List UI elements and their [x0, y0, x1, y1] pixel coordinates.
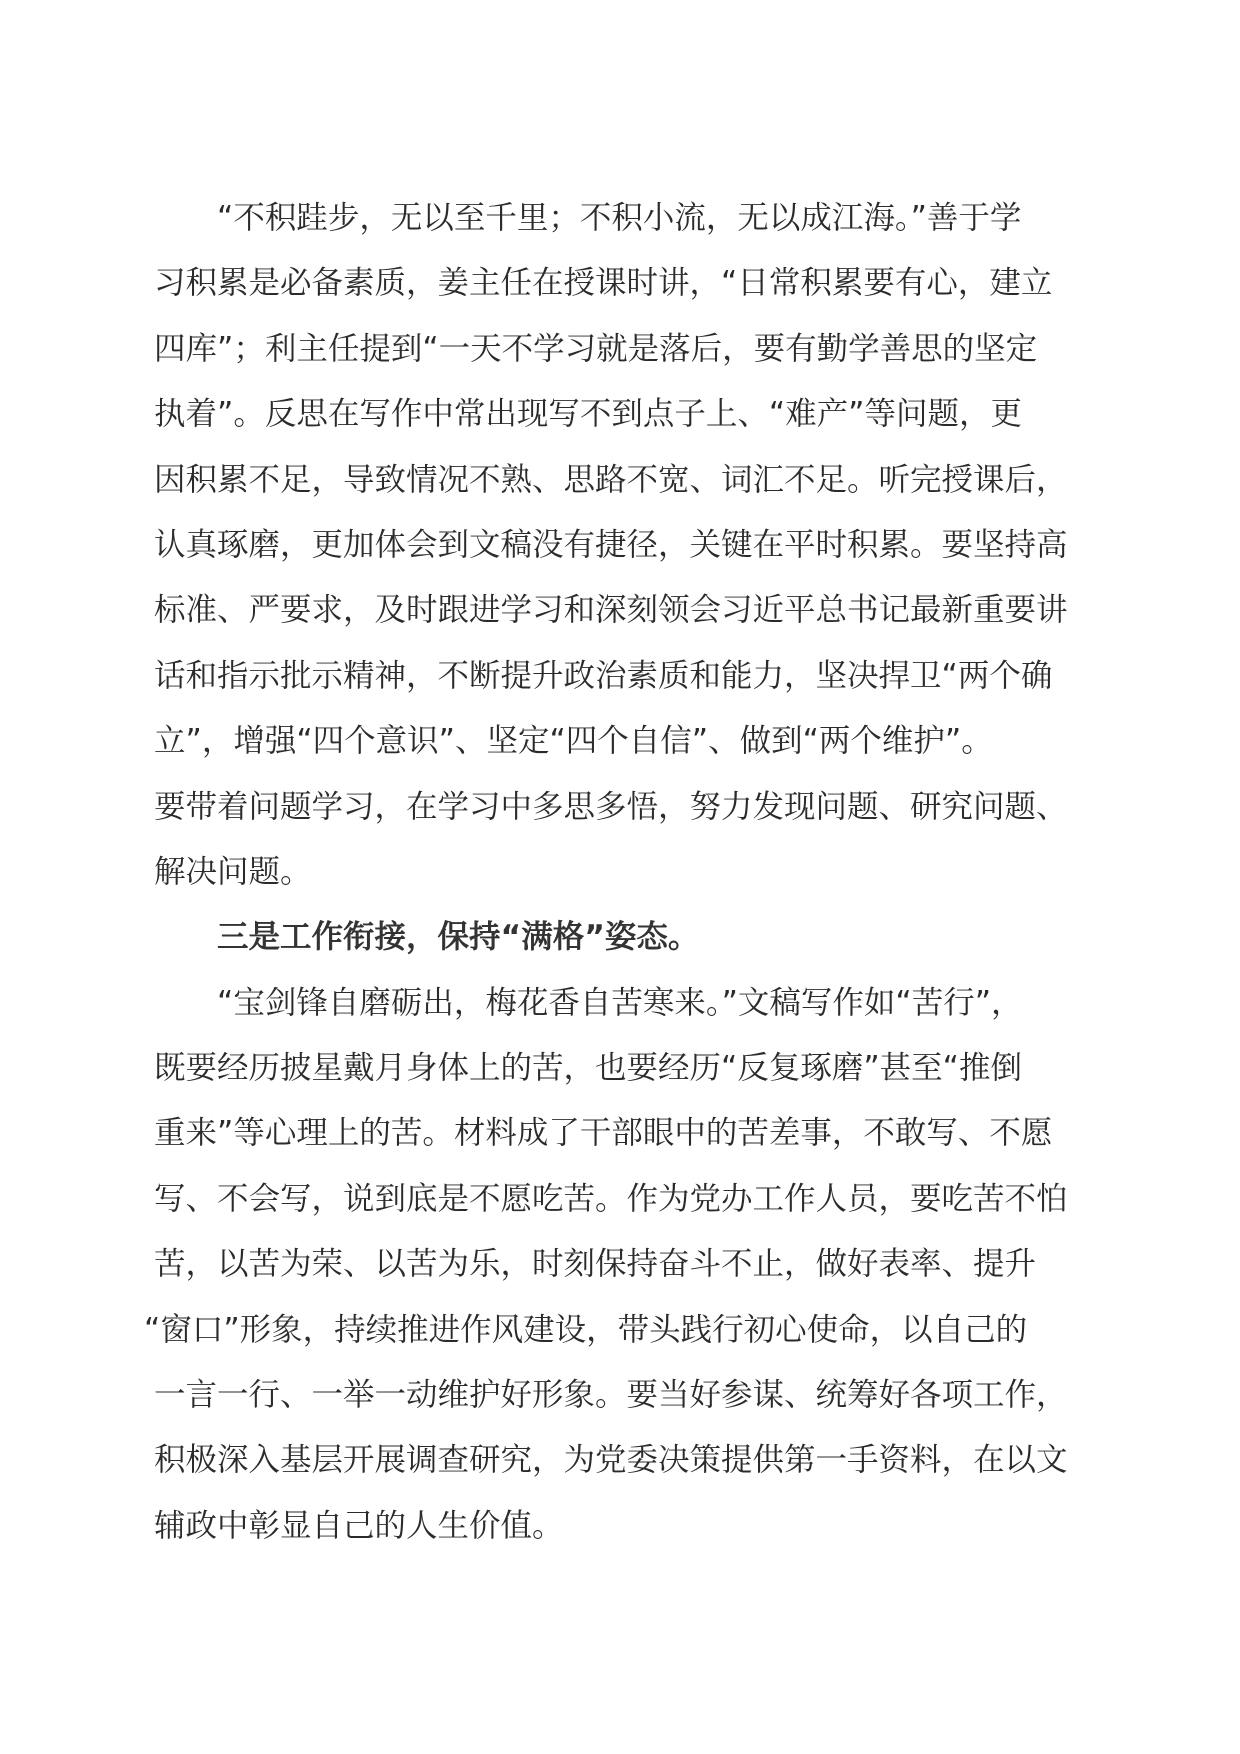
paragraph-line: 立”，增强“四个意识”、坚定“四个自信”、做到“两个维护”。 [154, 723, 993, 760]
paragraph-line: 标准、严要求，及时跟进学习和深刻领会习近平总书记最新重要讲 [154, 592, 1068, 629]
paragraph-line: 习积累是必备素质，姜主任在授课时讲，“日常积累要有心，建立 [154, 265, 1053, 302]
section-heading: 三是工作衔接，保持“满格”姿态。 [217, 919, 700, 956]
paragraph-line: 四库”；利主任提到“一天不学习就是落后，要有勤学善思的坚定 [154, 330, 1038, 367]
paragraph-line: 话和指示批示精神，不断提升政治素质和能力，坚决捍卫“两个确 [154, 657, 1053, 694]
paragraph-line: “窗口”形象，持续推进作风建设，带头践行初心使命，以自己的 [144, 1311, 1028, 1348]
paragraph-accumulation [154, 186, 1066, 905]
paragraph-line: 解决问题。 [154, 853, 312, 890]
paragraph-line: 既要经历披星戴月身体上的苦，也要经历“反复琢磨”甚至“推倒 [154, 1050, 1022, 1087]
paragraph-line: 重来”等心理上的苦。材料成了干部眼中的苦差事，不敢写、不愿 [154, 1115, 1053, 1152]
paragraph-line: 辅政中彰显自己的人生价值。 [154, 1507, 564, 1544]
document-body [144, 186, 1068, 1559]
paragraph-line: 因积累不足，导致情况不熟、思路不宽、词汇不足。听完授课后， [154, 461, 1068, 498]
paragraph-line: 写、不会写，说到底是不愿吃苦。作为党办工作人员，要吃苦不怕 [154, 1180, 1068, 1217]
paragraph-line: 一言一行、一举一动维护好形象。要当好参谋、统筹好各项工作， [154, 1377, 1068, 1414]
paragraph-line: “宝剑锋自磨砺出，梅花香自苦寒来。”文稿写作如“苦行”， [217, 984, 1023, 1021]
paragraph-line: 认真琢磨，更加体会到文稿没有捷径，关键在平时积累。要坚持高 [154, 526, 1068, 563]
paragraph-work-connection [144, 971, 1068, 1560]
paragraph-line: 要带着问题学习，在学习中多思多悟，努力发现问题、研究问题、 [154, 788, 1068, 825]
paragraph-line: 执着”。反思在写作中常出现写不到点子上、“难产”等问题，更 [154, 396, 1022, 433]
paragraph-line: 苦，以苦为荣、以苦为乐，时刻保持奋斗不止，做好表率、提升 [154, 1246, 1037, 1283]
paragraph-line: 积极深入基层开展调查研究，为党委决策提供第一手资料，在以文 [154, 1442, 1068, 1479]
paragraph-line: “不积跬步，无以至千里；不积小流，无以成江海。”善于学 [217, 200, 1022, 236]
